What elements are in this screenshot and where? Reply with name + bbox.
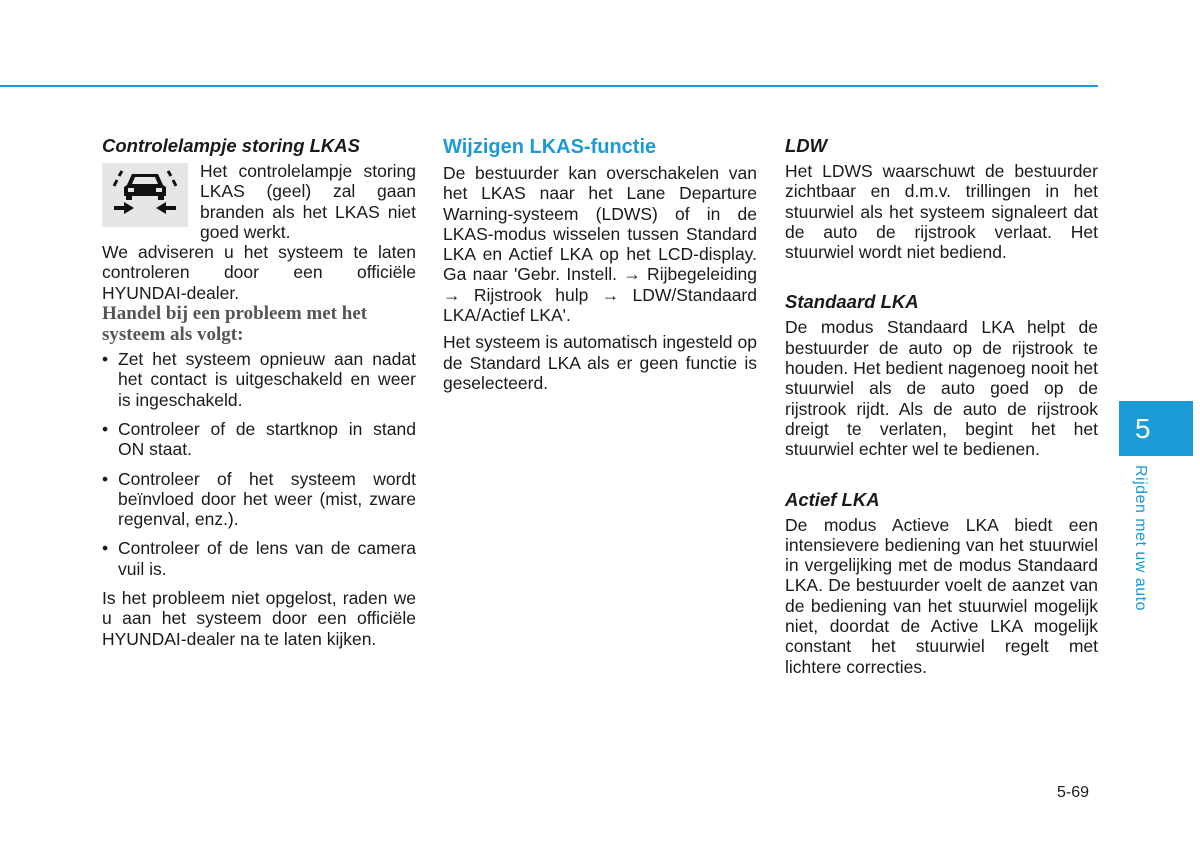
ldw-heading: LDW [785, 135, 828, 156]
chapter-label: Rijden met uw auto [1132, 465, 1149, 611]
chapter-tab: 5 [1119, 401, 1193, 456]
ldw-paragraph: Het LDWS waarschuwt de bestuurder zichtbaar en d.m.v. trillingen in het stuurwiel als het systeem signaleert dat de auto de rijstrook verlaat. Het stuurwiel wordt niet bediend. [785, 161, 1098, 263]
active-lka-heading: Actief LKA [785, 488, 880, 510]
change-lkas-heading: Wijzigen LKAS-functie [443, 136, 657, 158]
list-item: • Controleer of het systeem wordt beïnvloed door het weer (mist, zware regenval, enz.). [102, 469, 416, 530]
troubleshoot-heading: Handel bij een probleem met het systeem als volgt: [102, 303, 368, 346]
default-setting-paragraph: Het systeem is automatisch ingesteld op de Standard LKA als er geen functie is geselecteerd. [443, 332, 757, 393]
column-modes [785, 134, 1098, 677]
standard-lka-paragraph: De modus Standaard LKA helpt de bestuurder de auto op de rijstrook te houden. Het bedient nagenoeg nooit het stuurwiel als de auto goed op de rijstrook rijdt. Als de auto de rijstrook dreigt te verlaten, begint het het stuurwiel echter wel te bedienen. [785, 317, 1098, 460]
troubleshoot-list [102, 349, 416, 579]
page-number: 5-69 [1057, 784, 1090, 801]
closing-paragraph: Is het probleem niet opgelost, raden we u aan het systeem door een officiële HYUNDAI-dealer na te laten kijken. [102, 588, 416, 649]
warning-light-description: Het controlelampje storing LKAS (geel) zal gaan branden als het LKAS niet goed werkt. [200, 161, 416, 242]
column-change-lkas [443, 134, 757, 393]
list-item: • Controleer of de lens van de camera vuil is. [102, 538, 416, 579]
active-lka-paragraph: De modus Actieve LKA biedt een intensievere bediening van het stuurwiel in vergelijking met de modus Standaard LKA. De bestuurder voelt de aanzet van de bediening van het stuurwiel mogelijk niet, doordat de Active LKA mogelijk constant het stuurwiel regelt met lichtere correcties. [785, 514, 1098, 677]
list-item: • Zet het systeem opnieuw aan nadat het contact is uitgeschakeld en weer is ingeschakeld. [102, 349, 416, 410]
standard-lka-heading: Standaard LKA [785, 291, 919, 313]
change-lkas-paragraph: De bestuurder kan overschakelen van het LKAS naar het Lane Departure Warning-systeem (LDWS) of in de LKAS-modus wisselen tussen Standard LKA en Actief LKA op het LCD-display. Ga naar 'Gebr. Instell. → Rijbegeleiding → Rijstrook hulp → LDW/Standaard LKA/Actief LKA'. [443, 163, 757, 326]
column-lkas-malfunction [102, 134, 416, 649]
list-item: • Controleer of de startknop in stand ON staat. [102, 419, 416, 460]
warning-light-row [102, 161, 416, 242]
top-rule [0, 85, 1098, 87]
lkas-warning-light-icon [102, 163, 188, 227]
dealer-advice: We adviseren u het systeem te laten controleren door een officiële HYUNDAI-dealer. [102, 242, 416, 303]
lkas-malfunction-heading: Controlelampje storing LKAS [102, 135, 360, 156]
